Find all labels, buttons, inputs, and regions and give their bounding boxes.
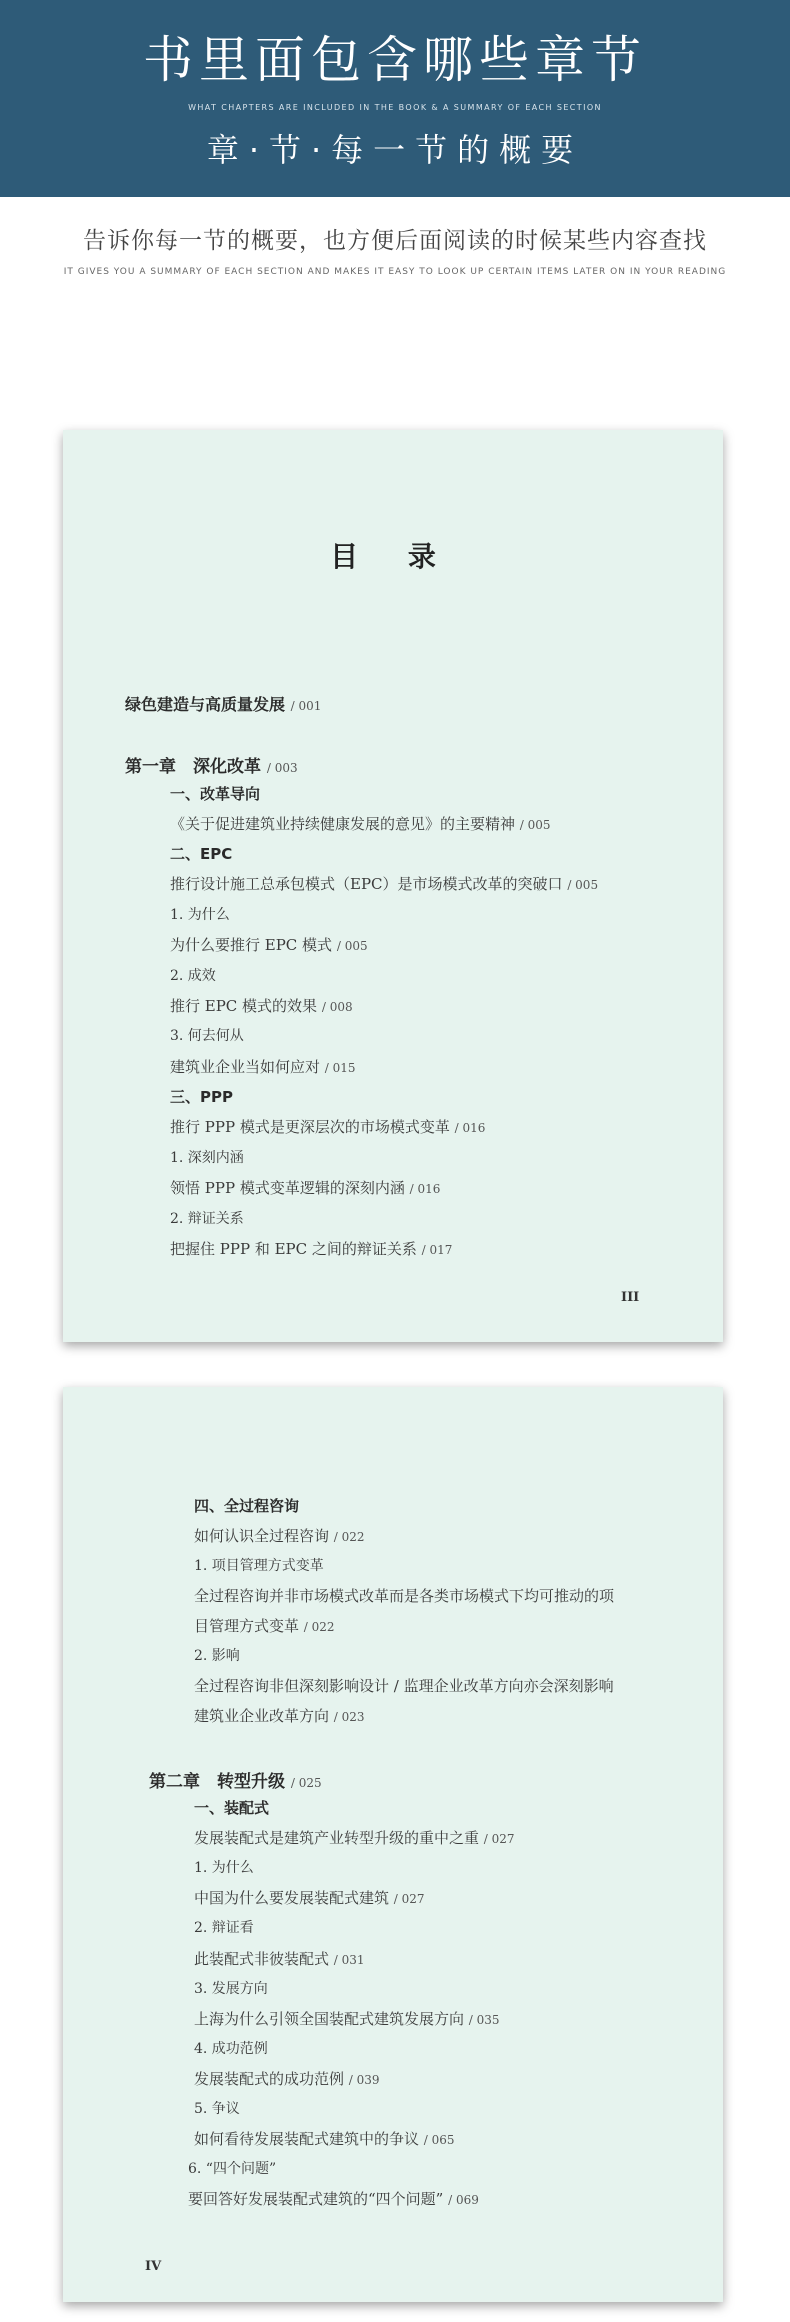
toc-subsection: 2. 成效	[170, 968, 216, 984]
page-folio: IV	[145, 2259, 162, 2274]
toc-entry: 推行 EPC 模式的效果 / 008	[170, 997, 353, 1015]
toc-entry: 目管理方式变革 / 022	[194, 1617, 335, 1635]
toc-subsection: 4. 成功范例	[194, 2041, 268, 2057]
toc-entry: 《关于促进建筑业持续健康发展的意见》的主要精神 / 005	[170, 815, 551, 833]
toc-subsection: 1. 为什么	[194, 1860, 254, 1876]
toc-section: 二、EPC	[170, 845, 233, 863]
toc-page-1	[63, 430, 723, 1342]
toc-subsection: 6. “四个问题”	[188, 2161, 277, 2177]
toc-title: 目 录	[330, 540, 456, 573]
toc-subsection: 3. 何去何从	[170, 1028, 244, 1044]
toc-entry: 领悟 PPP 模式变革逻辑的深刻内涵 / 016	[170, 1179, 441, 1197]
toc-entry: 把握住 PPP 和 EPC 之间的辩证关系 / 017	[170, 1240, 453, 1258]
toc-section: 一、装配式	[194, 1799, 270, 1817]
toc-chapter: 第二章 转型升级 / 025	[149, 1772, 322, 1792]
toc-entry: 上海为什么引领全国装配式建筑发展方向 / 035	[194, 2010, 500, 2028]
toc-subsection: 2. 影响	[194, 1648, 240, 1664]
page-folio: III	[621, 1290, 640, 1305]
toc-entry: 推行设计施工总承包模式（EPC）是市场模式改革的突破口 / 005	[170, 875, 599, 893]
toc-subsection: 1. 深刻内涵	[170, 1150, 244, 1166]
toc-page-2	[63, 1387, 723, 2302]
toc-entry: 发展装配式是建筑产业转型升级的重中之重 / 027	[194, 1829, 515, 1847]
toc-chapter: 第一章 深化改革 / 003	[125, 757, 298, 777]
toc-entry: 建筑业企业改革方向 / 023	[194, 1707, 365, 1725]
toc-entry: 推行 PPP 模式是更深层次的市场模式变革 / 016	[170, 1118, 486, 1136]
toc-entry: 如何认识全过程咨询 / 022	[194, 1527, 365, 1545]
toc-entry: 建筑业企业当如何应对 / 015	[170, 1058, 356, 1076]
toc-entry: 全过程咨询非但深刻影响设计 / 监理企业改革方向亦会深刻影响	[194, 1677, 614, 1695]
header-banner	[0, 0, 790, 197]
toc-entry: 为什么要推行 EPC 模式 / 005	[170, 936, 368, 954]
intro-text-en: IT GIVES YOU A SUMMARY OF EACH SECTION AND MAKES IT EASY TO LOOK UP CERTAIN ITEMS LATER ON IN YOUR READING	[63, 267, 727, 277]
toc-entry: 绿色建造与高质量发展 / 001	[125, 695, 322, 714]
toc-entry: 全过程咨询并非市场模式改革而是各类市场模式下均可推动的项	[194, 1587, 615, 1605]
toc-subsection: 3. 发展方向	[194, 1981, 268, 1997]
intro-text: 告诉你每一节的概要，也方便后面阅读的时候某些内容查找	[83, 228, 707, 254]
toc-section: 三、PPP	[170, 1088, 233, 1106]
toc-entry: 中国为什么要发展装配式建筑 / 027	[194, 1889, 425, 1907]
banner-subtitle: 章·节·每一节的概要	[206, 131, 584, 169]
toc-subsection: 1. 为什么	[170, 907, 230, 923]
toc-section: 一、改革导向	[170, 785, 261, 803]
banner-title: 书里面包含哪些章节	[143, 31, 647, 89]
toc-entry: 如何看待发展装配式建筑中的争议 / 065	[194, 2130, 455, 2148]
toc-subsection: 2. 辩证看	[194, 1920, 254, 1936]
toc-section: 四、全过程咨询	[194, 1497, 300, 1515]
toc-entry: 此装配式非彼装配式 / 031	[194, 1950, 365, 1968]
toc-subsection: 1. 项目管理方式变革	[194, 1558, 324, 1574]
toc-entry: 要回答好发展装配式建筑的“四个问题” / 069	[188, 2190, 479, 2208]
toc-subsection: 5. 争议	[194, 2101, 240, 2117]
toc-subsection: 2. 辩证关系	[170, 1211, 244, 1227]
toc-entry: 发展装配式的成功范例 / 039	[194, 2070, 380, 2088]
banner-subtitle-en: WHAT CHAPTERS ARE INCLUDED IN THE BOOK & A SUMMARY OF EACH SECTION	[188, 103, 602, 112]
